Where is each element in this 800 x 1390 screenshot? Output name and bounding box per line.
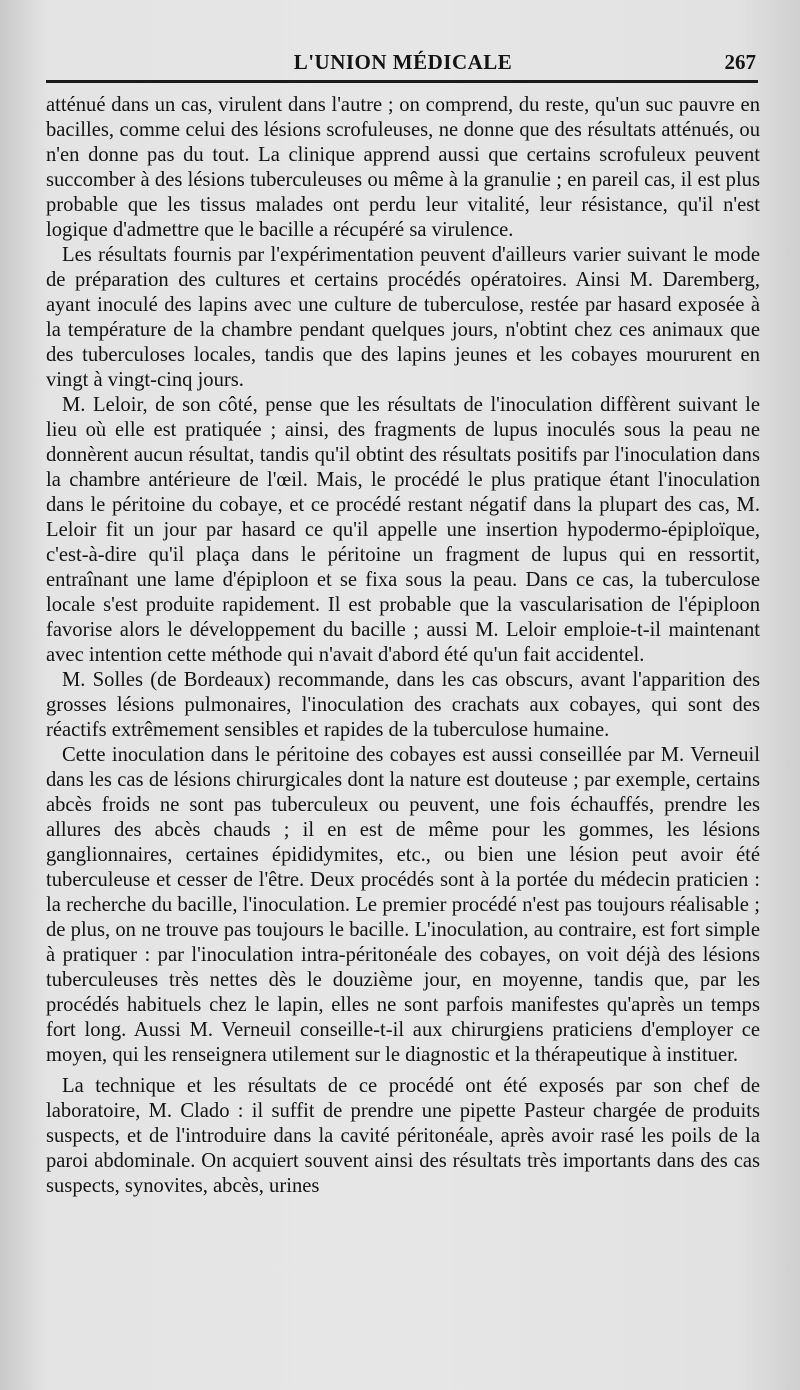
- page-number: 267: [724, 50, 756, 74]
- body-text: [46, 93, 760, 1199]
- header-rule: [46, 80, 758, 83]
- paragraph-3: M. Leloir, de son côté, pense que les résultats de l'inoculation diffèrent suivant le lieu où elle est pratiquée ; ainsi, des fragments de lupus inoculés sous la peau ne donnèrent aucun résultat, tandis qu'il obtint des résultats positifs par l'inoculation dans la chambre antérieure de l'œil. Mais, le procédé le plus pratique étant l'inoculation dans le péritoine du cobaye, et ce procédé restant négatif dans la plupart des cas, M. Leloir fit un jour par hasard ce qu'il appelle une insertion hypodermo-épiploïque, c'est-à-dire qu'il plaça dans le péritoine un fragment de lupus qui en ressortit, entraînant une lame d'épiploon et se fixa sous la peau. Dans ce cas, la tuberculose locale s'est produite rapidement. Il est probable que la vascularisation de l'épiploon favorise alors le développement du bacille ; aussi M. Leloir emploie-t-il maintenant avec intention cette méthode qui n'avait d'abord été qu'un fait accidentel.: [46, 394, 760, 666]
- paragraph-2: Les résultats fournis par l'expérimentation peuvent d'ailleurs varier suivant le mode de préparation des cultures et certains procédés opératoires. Ainsi M. Daremberg, ayant inoculé des lapins avec une culture de tuberculose, restée par hasard exposée à la température de la chambre pendant quelques jours, n'obtint chez ces animaux que des tuberculoses locales, tandis que des lapins jeunes et les cobayes moururent en vingt à vingt-cinq jours.: [46, 244, 760, 391]
- paragraph-6: La technique et les résultats de ce procédé ont été exposés par son chef de laboratoire, M. Clado : il suffit de prendre une pipette Pasteur chargée de produits suspects, et de l'introduire dans la cavité péritonéale, après avoir rasé les poils de la paroi abdominale. On acquiert souvent ainsi des résultats très importants dans des cas suspects, synovites, abcès, urines: [46, 1075, 760, 1197]
- running-title: L'UNION MÉDICALE: [293, 50, 513, 74]
- paragraph-5: Cette inoculation dans le péritoine des cobayes est aussi conseillée par M. Verneuil dans les cas de lésions chirurgicales dont la nature est douteuse ; par exemple, certains abcès froids ne sont pas tuberculeux ou peuvent, une fois échauffés, prendre les allures des abcès chauds ; il en est de même pour les gommes, les lésions ganglionnaires, certaines épididymites, etc., ou bien une lésion peut avoir été tuberculeuse et cesser de l'être. Deux procédés sont à la portée du médecin praticien : la recherche du bacille, l'inoculation. Le premier procédé n'est pas toujours réalisable ; de plus, on ne trouve pas toujours le bacille. L'inoculation, au contraire, est fort simple à pratiquer : par l'inoculation intra-péritonéale des cobayes, on voit déjà des lésions tuberculeuses très nettes dès le douzième jour, en moyenne, tandis que, par les procédés habituels chez le lapin, elles ne sont parfois manifestes qu'après un temps fort long. Aussi M. Verneuil conseille-t-il aux chirurgiens praticiens d'employer ce moyen, qui les renseignera utilement sur le diagnostic et la thérapeutique à instituer.: [46, 744, 760, 1066]
- page-header: [46, 46, 760, 80]
- paragraph-4: M. Solles (de Bordeaux) recommande, dans les cas obscurs, avant l'apparition des grosses lésions pulmonaires, l'inoculation des crachats aux cobayes, qui sont des réactifs extrêmement sensibles et rapides de la tuberculose humaine.: [46, 669, 760, 741]
- paragraph-1: atténué dans un cas, virulent dans l'autre ; on comprend, du reste, qu'un suc pauvre en bacilles, comme celui des lésions scrofuleuses, ne donne que des résultats atténués, ou n'en donne pas du tout. La clinique apprend aussi que certains scrofuleux peuvent succomber à des lésions tuberculeuses ou même à la granulie ; en pareil cas, il est plus probable que les tissus malades ont perdu leur vitalité, leur résistance, qu'il n'est logique d'admettre que le bacille a récupéré sa virulence.: [46, 94, 760, 241]
